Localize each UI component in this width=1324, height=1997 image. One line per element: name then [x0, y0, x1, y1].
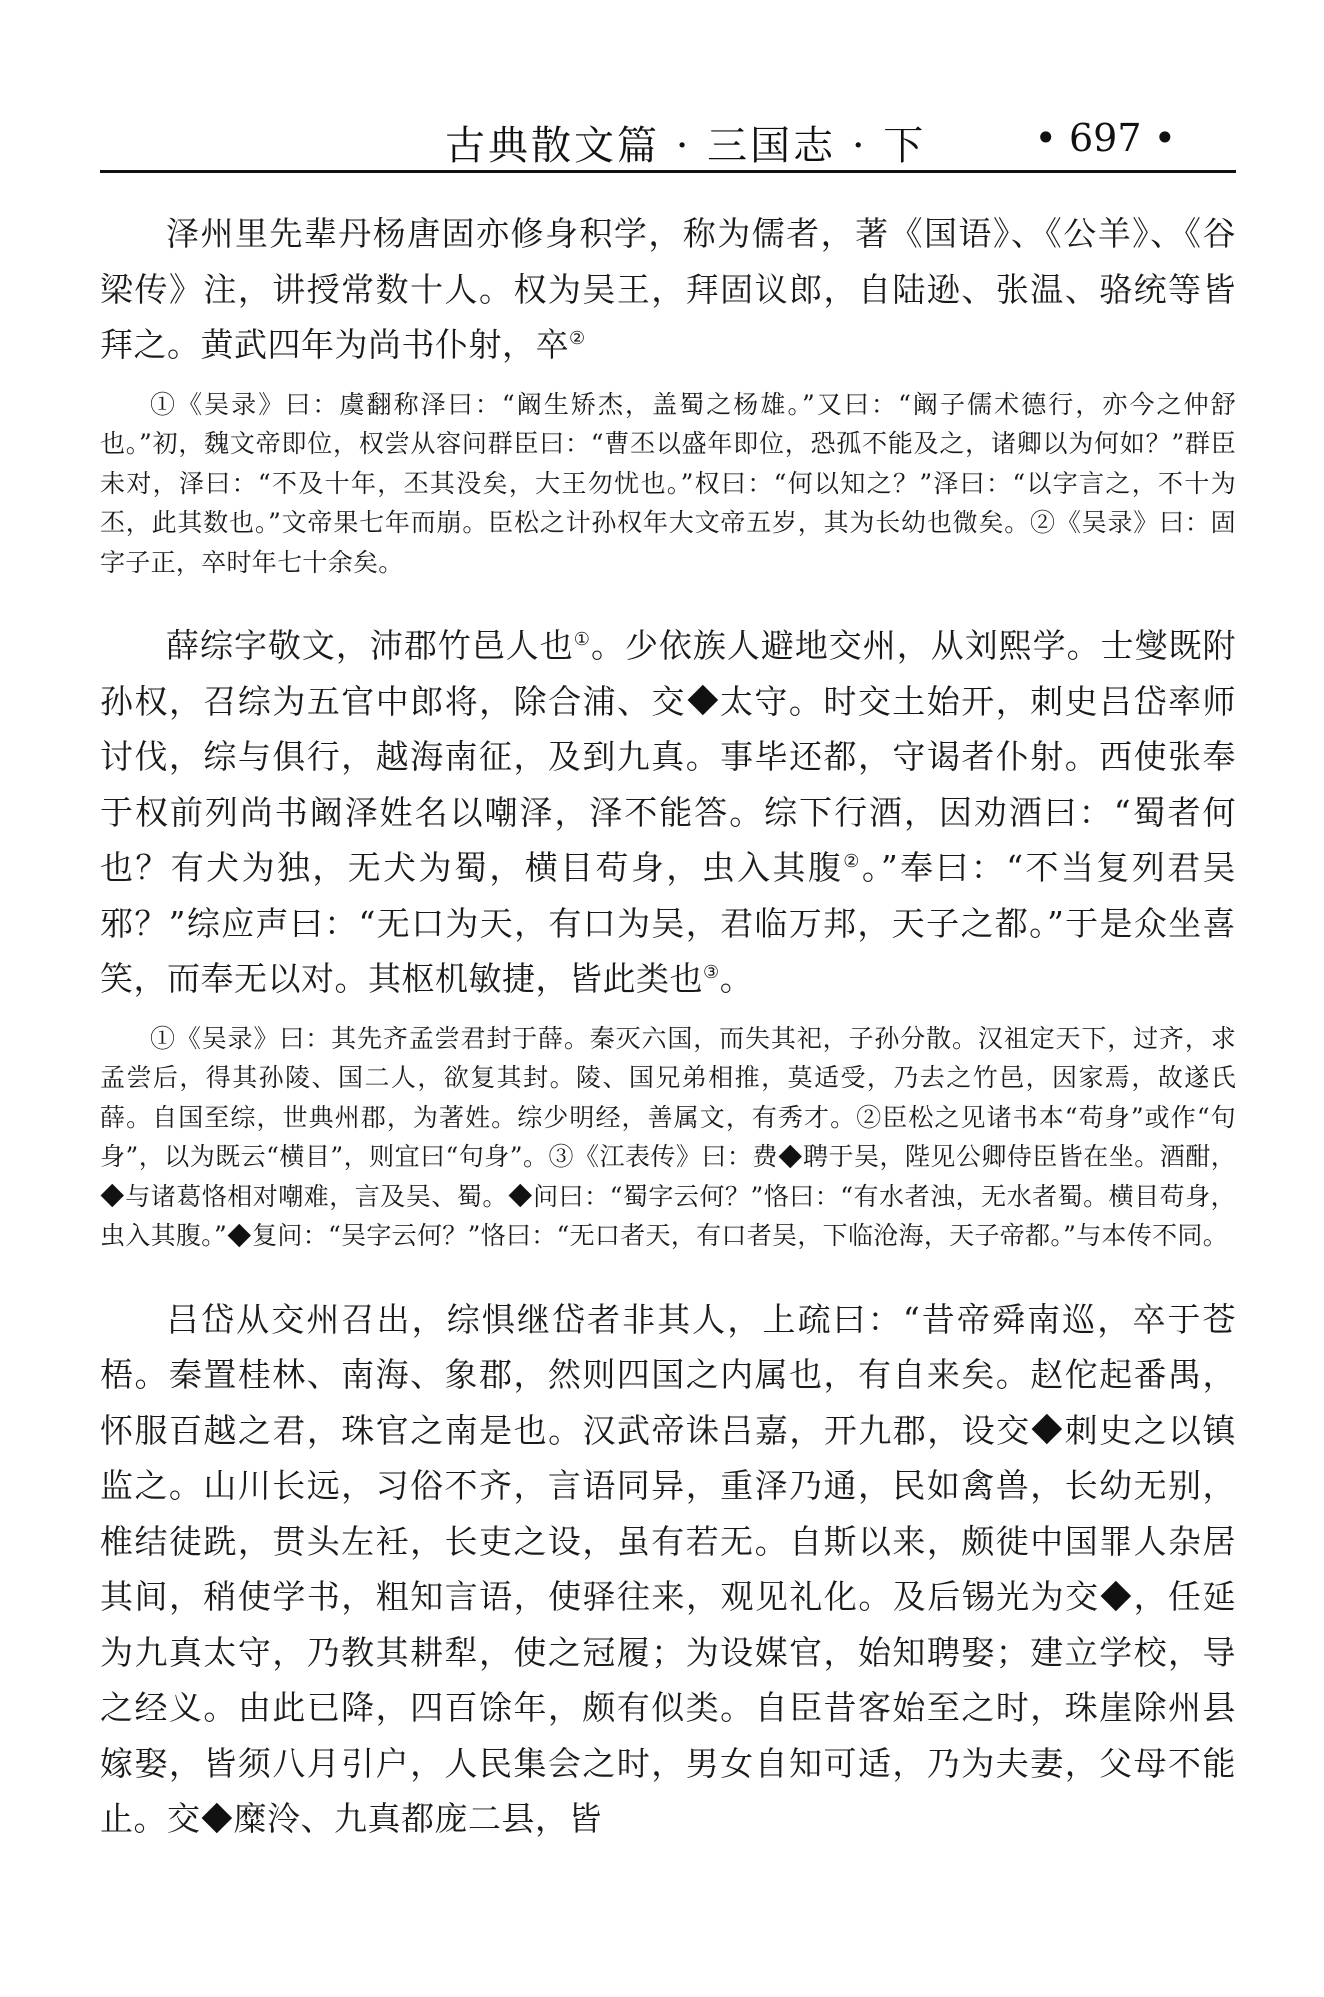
annotation-kan-ze — [100, 385, 1236, 583]
missing-glyph-icon — [687, 685, 717, 715]
missing-glyph-icon — [1101, 1581, 1131, 1611]
annotation-text: ①《吴录》曰：虞翻称泽曰：“阚生矫杰，盖蜀之杨雄。”又曰：“阚子儒术德行，亦今之仲舒也。”初，魏文帝即位，权尝从容问群臣曰：“曹丕以盛年即位，恐孤不能及之，诸卿以为何如？”群臣未对，泽曰：“不及十年，丕其没矣，大王勿忧也。”权曰：“何以知之？”泽曰：“以字言之，不十为丕，此其数也。”文帝果七年而崩。臣松之计孙权年大文帝五岁，其为长幼也微矣。②《吴录》曰：固字子正，卒时年七十余矣。 — [100, 389, 1236, 577]
paragraph-lv-dai-memorial — [100, 1292, 1236, 1847]
missing-glyph-icon — [228, 1223, 251, 1246]
running-header — [100, 108, 1236, 172]
paragraph-text: 糜泠、九真都庞二县，皆 — [233, 1799, 602, 1838]
missing-glyph-icon — [101, 1184, 124, 1207]
annotation-text: 与诸葛恪相对嘲难，言及吴、蜀。 — [125, 1181, 508, 1211]
footnote-ref: ② — [569, 328, 586, 349]
paragraph-text: 太守。时交土始开，刺史吕岱率师讨伐，综与俱行，越海南征，及到九真。事毕还都，守谒者仆射。西使张奉于权前列尚书阚泽姓名以嘲泽，泽不能答。综下行酒，因劝酒曰：“蜀者何也？有犬为独，无犬为蜀，横目苟身，虫入其腹 — [100, 681, 1237, 887]
annotation-text: 聘于吴，陛见公卿侍臣皆在坐。酒酣， — [802, 1142, 1236, 1171]
paragraph-text: ，任延为九真太守，乃教其耕犁，使之冠履；为设媒官，始知聘娶；建立学校，导之经义。由此已降，四百馀年，颇有似类。自臣昔客始至之时，珠崖除州县嫁娶，皆须八月引户，人民集会之时，男女自知可适，乃为夫妻，父母不能止。交 — [100, 1577, 1237, 1838]
footnote-ref: ③ — [703, 962, 720, 983]
paragraph-text: 薛综字敬文，沛郡竹邑人也 — [166, 626, 574, 665]
footnote-ref: ① — [573, 629, 591, 650]
footnote-ref: ② — [843, 851, 862, 872]
annotation-xue-zong — [100, 1019, 1236, 1256]
paragraph-xue-zong — [100, 618, 1236, 1007]
paragraph-text: 吕岱从交州召出，综惧继岱者非其人，上疏曰：“昔帝舜南巡，卒于苍梧。秦置桂林、南海、象郡，然则四国之内属也，有自来矣。赵佗起番禺，怀服百越之君，珠官之南是也。汉武帝诛吕嘉，开九郡，设交 — [100, 1299, 1236, 1450]
annotation-text: ①《吴录》曰：其先齐孟尝君封于薛。秦灭六国，而失其祀，子孙分散。汉祖定天下，过齐，求孟尝后，得其孙陵、国二人，欲复其封。陵、国兄弟相推，莫适受，乃去之竹邑，因家焉，故遂氏薛。自国至综，世典州郡，为著姓。综少明经，善属文，有秀才。②臣松之见诸书本“苟身”或作“句身”，以为既云“横目”，则宜曰“句身”。③《江表传》曰：费 — [100, 1023, 1236, 1171]
page-number: • 697 • — [1034, 116, 1176, 160]
missing-glyph-icon — [779, 1144, 802, 1167]
paragraph-text: 。 — [719, 959, 754, 998]
paragraph-tang-gu — [100, 206, 1236, 373]
paragraph-text: 。少依族人避地交州，从刘熙学。士燮既附孙权，召综为五官中郎将，除合浦、交 — [100, 626, 1237, 721]
annotation-text: 复问：“吴字云何？”恪曰：“无口者天，有口者吴，下临沧海，天子帝都。”与本传不同。 — [252, 1221, 1229, 1250]
spacer — [100, 1007, 1236, 1019]
missing-glyph-icon — [509, 1184, 532, 1207]
running-title: 古典散文篇 · 三国志 · 下 — [445, 123, 927, 169]
paragraph-text: 泽州里先辈丹杨唐固亦修身积学，称为儒者，著《国语》、《公羊》、《谷梁传》注，讲授常数十人。权为吴王，拜固议郎，自陆逊、张温、骆统等皆拜之。黄武四年为尚书仆射，卒 — [100, 214, 1236, 364]
main-content — [100, 206, 1236, 1847]
paragraph-text: 刺史之以镇监之。山川长远，习俗不齐，言语同异，重泽乃通，民如禽兽，长幼无别，椎结徒跣，贯头左衽，长吏之设，虽有若无。自斯以来，颇徙中国罪人杂居其间，稍使学书，粗知言语，使驿往来，观见礼化。及后锡光为交 — [100, 1410, 1237, 1616]
missing-glyph-icon — [1032, 1414, 1062, 1444]
spacer — [100, 373, 1236, 385]
annotation-text: 问曰：“蜀字云何？”恪曰：“有水者浊，无水者蜀。横目苟身，虫入其腹。” — [100, 1181, 1236, 1250]
missing-glyph-icon — [202, 1803, 232, 1833]
paragraph-text: 。”奉曰：“不当复列君吴邪？”综应声曰：“无口为天，有口为吴，君临万邦，天子之都。”于是众坐喜笑，而奉无以对。其枢机敏捷，皆此类也 — [100, 848, 1236, 998]
section-gap — [100, 582, 1236, 618]
header-rule — [100, 170, 1236, 173]
section-gap — [100, 1256, 1236, 1292]
